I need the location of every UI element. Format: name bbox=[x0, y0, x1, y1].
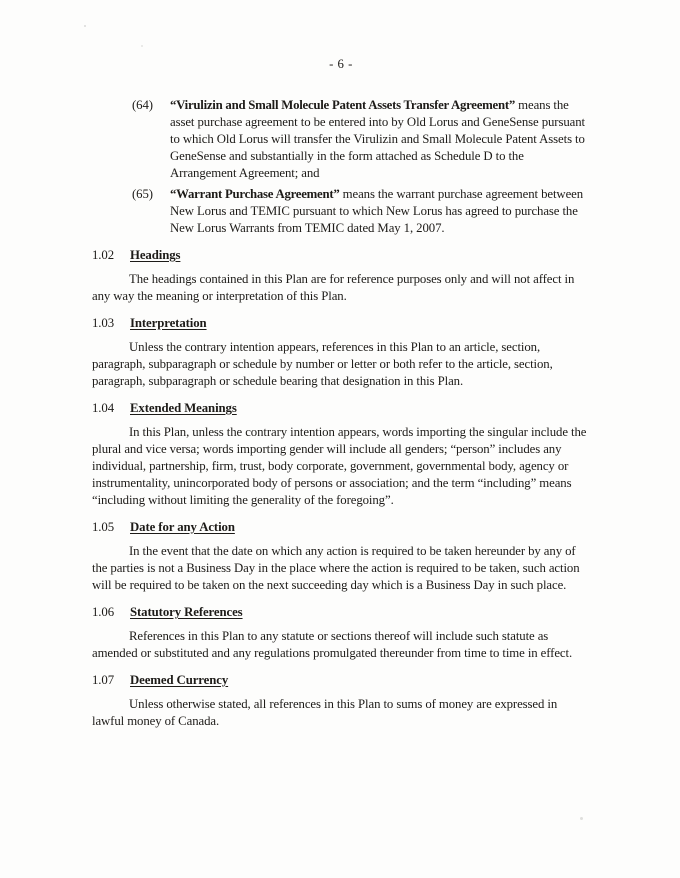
section-1-02 bbox=[92, 247, 590, 305]
section-paragraph: References in this Plan to any statute or sections thereof will include such statute as amended or substituted and any regulations promulgated thereunder from time to time in effect. bbox=[92, 629, 573, 660]
section-number: 1.06 bbox=[92, 605, 114, 619]
section-title: Date for any Action bbox=[130, 520, 235, 534]
definition-number: (65) bbox=[132, 187, 153, 201]
scan-speck bbox=[84, 25, 86, 27]
section-number: 1.07 bbox=[92, 673, 114, 687]
section-paragraph: In this Plan, unless the contrary intention appears, words importing the singular include the plural and vice versa; words importing gender will include all genders; “person” includes any individual, partnership, firm, trust, body corporate, government, governmental body, agency or instrumentality, unincorporated body of persons or association; and the term “including” means “including without limiting the generality of the foregoing”. bbox=[92, 425, 587, 507]
section-number: 1.04 bbox=[92, 401, 114, 415]
section-heading bbox=[92, 519, 590, 536]
section-1-07 bbox=[92, 672, 590, 730]
section-number: 1.02 bbox=[92, 248, 114, 262]
definitions-list bbox=[132, 97, 590, 237]
section-title: Headings bbox=[130, 248, 181, 262]
page-number: - 6 - bbox=[329, 57, 353, 71]
section-1-03 bbox=[92, 315, 590, 390]
definition-term: “Warrant Purchase Agreement” bbox=[170, 187, 340, 201]
section-1-05 bbox=[92, 519, 590, 594]
definition-text bbox=[170, 97, 590, 182]
section-heading bbox=[92, 604, 590, 621]
section-1-06 bbox=[92, 604, 590, 662]
definition-item-64 bbox=[132, 97, 590, 182]
definition-body: means the asset purchase agreement to be entered into by Old Lorus and GeneSense pursuant to which Old Lorus will transfer the Virulizin and Small Molecule Patent Assets to GeneSense and substantially in the form attached as Schedule D to the Arrangement Agreement; and bbox=[170, 98, 585, 180]
section-paragraph: In the event that the date on which any action is required to be taken hereunder by any of the parties is not a Business Day in the place where the action is required to be taken, such action will be required to be taken on the next succeeding day which is a Business Day in such place. bbox=[92, 544, 580, 592]
definition-term: “Virulizin and Small Molecule Patent Assets Transfer Agreement” bbox=[170, 98, 516, 112]
section-title: Deemed Currency bbox=[130, 673, 229, 687]
scan-speck bbox=[141, 45, 143, 47]
section-1-04 bbox=[92, 400, 590, 509]
section-heading bbox=[92, 247, 590, 264]
section-title: Interpretation bbox=[130, 316, 207, 330]
section-number: 1.03 bbox=[92, 316, 114, 330]
definition-number: (64) bbox=[132, 98, 153, 112]
section-number: 1.05 bbox=[92, 520, 114, 534]
definition-text bbox=[170, 186, 590, 237]
definition-body: means the warrant purchase agreement between New Lorus and TEMIC pursuant to which New Lorus has agreed to purchase the New Lorus Warrants from TEMIC dated May 1, 2007. bbox=[170, 187, 584, 235]
section-paragraph: Unless the contrary intention appears, references in this Plan to an article, section, paragraph, subparagraph or schedule by number or letter or both refer to the article, section, paragraph, subparagraph or schedule bearing that designation in this Plan. bbox=[92, 340, 553, 388]
section-title: Extended Meanings bbox=[130, 401, 237, 415]
section-paragraph: Unless otherwise stated, all references in this Plan to sums of money are expressed in lawful money of Canada. bbox=[92, 697, 558, 728]
section-paragraph: The headings contained in this Plan are for reference purposes only and will not affect in any way the meaning or interpretation of this Plan. bbox=[92, 272, 575, 303]
section-heading bbox=[92, 400, 590, 417]
section-title: Statutory References bbox=[130, 605, 243, 619]
section-heading bbox=[92, 672, 590, 689]
scan-speck bbox=[580, 817, 583, 820]
section-heading bbox=[92, 315, 590, 332]
definition-item-65 bbox=[132, 186, 590, 237]
